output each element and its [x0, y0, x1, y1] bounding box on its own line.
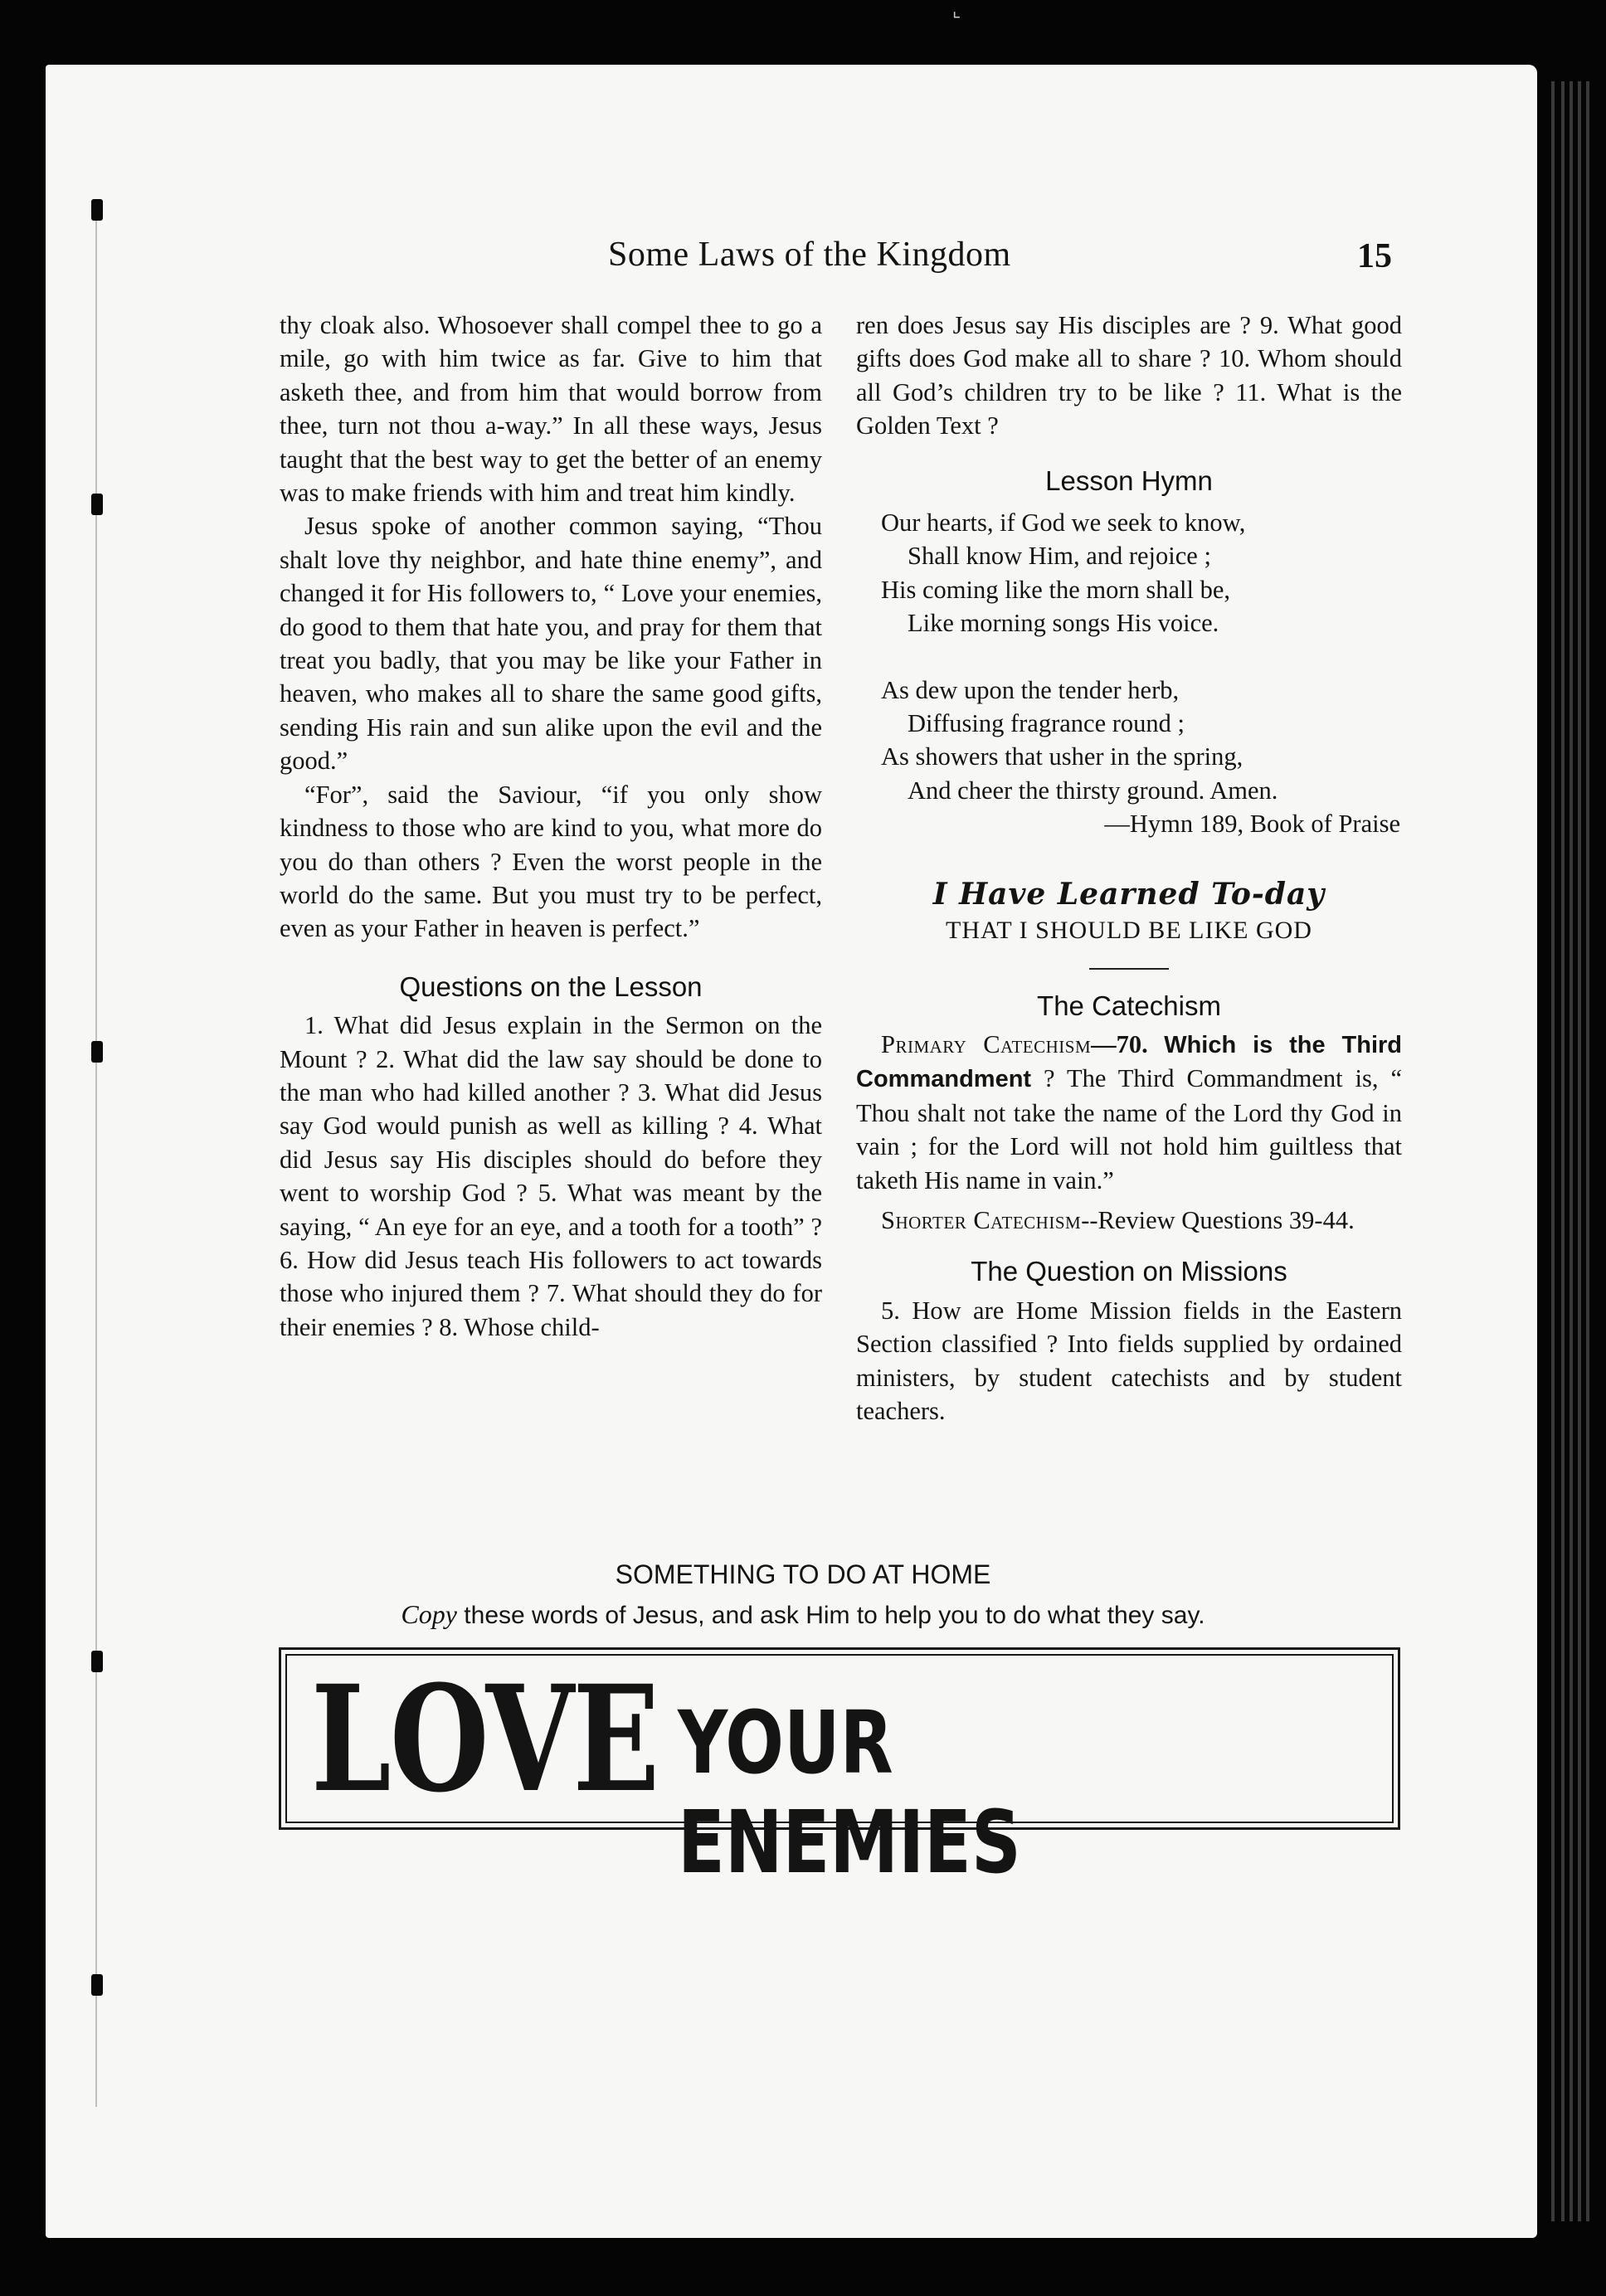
missions-text: 5. How are Home Mission fields in the Eastern Section classified ? Into fields supplied by ordained ministers, by student catechists and by student teachers.	[856, 1296, 1402, 1425]
paragraph-3: “For”, said the Saviour, “if you only show kindness to those who are kind to you, what more do you do than others ? Even the worst people in the world do the same. But you must try to be perfect, even as your Father in heaven is perfect.”	[280, 780, 822, 943]
primary-number: —70.	[1091, 1029, 1148, 1058]
primary-label: Primary Catechism	[881, 1029, 1092, 1058]
hymn-line: Shall know Him, and rejoice ;	[908, 542, 1211, 571]
big-word-love: LOVE	[311, 1653, 659, 1825]
left-column	[280, 309, 822, 1344]
shorter-catechism	[856, 1204, 1402, 1237]
missions-heading: The Question on Missions	[971, 1256, 1287, 1287]
copy-word: Copy	[401, 1599, 457, 1629]
running-title: Some Laws of the Kingdom	[608, 236, 1011, 274]
questions-continued: ren does Jesus say His disciples are ? 9. What good gifts does God make all to share ? 10. Whom should all God’s children try to be like ? 11. What is the Golden Text ?	[856, 311, 1402, 440]
hymn-line: As showers that usher in the spring,	[881, 742, 1243, 771]
primary-answer: ? The Third Commandment is, “ Thou shalt not take the name of the Lord thy God in vain ; for the Lord will not hold him guiltless that taketh His name in vain.”	[856, 1064, 1402, 1194]
shorter-label: Shorter Catechism	[881, 1205, 1082, 1234]
questions-text: 1. What did Jesus explain in the Sermon on the Mount ? 2. What did the law say should be done to the man who had killed another ? 3. What did Jesus say God would punish as well as killing ? 4. What did Jesus say His disciples should do before they went to worship God ? 5. What was meant by the saying, “ An eye for an eye, and a tooth for a tooth” ? 6. How did Jesus teach His followers to act towards those who injured them ? 7. What should they do for their enemies ? 8. Whose child-	[280, 1011, 822, 1341]
paragraph-2: Jesus spoke of another common saying, “Thou shalt love thy neighbor, and hate thine enemy”, and changed it for His followers to, “ Love your enemies, do good to them that hate you, and pray for them that treat you badly, that you may be like your Father in heaven, who makes all to share the same good gifts, sending His rain and sun alike upon the evil and the good.”	[280, 512, 822, 776]
hymn-line: Our hearts, if God we seek to know,	[881, 508, 1246, 538]
home-activity-instructions	[0, 1599, 1606, 1630]
hymn-line: Like morning songs His voice.	[908, 609, 1219, 638]
paragraph-1: thy cloak also. Whosoever shall compel thee to go a mile, go with him twice as far. Give to him that asketh thee, and from him that would borrow from thee, turn not thou a-way.” In all these ways, Jesus taught that the best way to get the better of an enemy was to make friends with him and treat him kindly.	[280, 311, 822, 508]
hymn-line: Diffusing fragrance round ;	[908, 709, 1185, 738]
shorter-text: --Review Questions 39-44.	[1081, 1205, 1355, 1234]
hymn-attribution: —Hymn 189, Book of Praise	[1104, 810, 1400, 839]
hymn-line: His coming like the morn shall be,	[881, 575, 1230, 604]
learned-text: THAT I SHOULD BE LIKE GOD	[946, 917, 1312, 945]
questions-heading: Questions on the Lesson	[399, 970, 703, 1002]
hymn-line: As dew upon the tender herb,	[881, 675, 1180, 704]
right-column	[856, 309, 1402, 1428]
learned-heading: I Have Learned To-day	[932, 876, 1326, 912]
home-activity-title: SOMETHING TO DO AT HOME	[615, 1559, 991, 1589]
big-word-your-enemies: YOUR ENEMIES	[678, 1692, 1021, 1893]
primary-catechism	[856, 1028, 1402, 1197]
page-edges	[1540, 65, 1606, 2238]
binding-marks	[91, 199, 100, 2107]
copy-rest: these words of Jesus, and ask Him to help you to do what they say.	[456, 1602, 1205, 1629]
hymn-heading: Lesson Hymn	[1045, 465, 1213, 496]
hymn-verses	[881, 506, 1402, 807]
love-your-enemies-box	[279, 1647, 1400, 1893]
top-edge-mark: ⌞	[952, 0, 961, 21]
primary-question: Which is the Third Commandment	[856, 1031, 1402, 1093]
hymn-line: And cheer the thirsty ground. Amen.	[908, 776, 1278, 805]
section-divider	[1089, 968, 1169, 970]
page-number: 15	[1357, 237, 1392, 275]
catechism-heading: The Catechism	[1037, 990, 1221, 1021]
